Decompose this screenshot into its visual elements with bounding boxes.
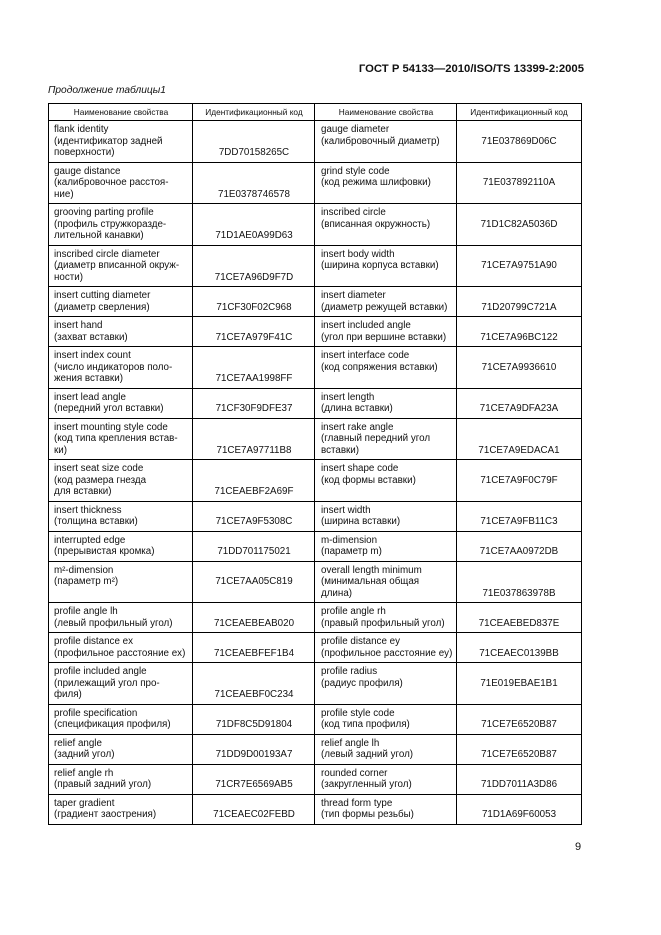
row-left-pair: [49, 798, 315, 821]
property-name: taper gradient (градиент заострения): [54, 797, 157, 820]
table-row: [49, 389, 581, 419]
row-right-pair: [315, 535, 581, 558]
row-right-pair: [315, 166, 581, 189]
property-name: relief angle (задний угол): [54, 737, 115, 760]
identification-code: 71CE7A9DFA23A: [479, 403, 559, 414]
row-left-pair: [49, 422, 315, 457]
row-right-pair: [315, 207, 581, 230]
column-header-identification-code: Идентификационный код: [470, 107, 568, 117]
property-name: insert shape code (код формы вставки): [321, 463, 416, 486]
column-header-property-name: Наименование свойства: [73, 107, 169, 117]
identification-code: 71D20799C721A: [481, 301, 557, 313]
property-name: flank identity (идентификатор задней поверхности): [54, 124, 163, 158]
table-header-row: [49, 104, 581, 121]
identification-code: 71CE7A9FB11C3: [480, 516, 558, 527]
page-number: 9: [575, 841, 582, 853]
property-name: insert included angle (угол при вершине вставки): [321, 320, 447, 343]
row-left-pair: [49, 535, 315, 558]
identification-code: 7DD70158265C: [218, 147, 290, 158]
identification-code: 71CE7E6520B87: [481, 749, 557, 760]
identification-code: 71CEAEBED837E: [478, 617, 560, 629]
identification-code: 71CE7A979F41C: [215, 331, 293, 343]
table-row: [49, 502, 581, 532]
property-name: gauge diameter (калибровочный диаметр): [321, 124, 440, 147]
table-row: [49, 735, 581, 765]
row-left-pair: [49, 124, 315, 159]
table-row: [49, 163, 581, 205]
identification-code: 71CE7A9F0C79F: [480, 474, 558, 486]
row-right-pair: [315, 606, 581, 629]
row-left-pair: [49, 249, 315, 284]
table-row: [49, 562, 581, 604]
table-row: [49, 460, 581, 502]
identification-code: 71CEAEC02FEBD: [213, 809, 295, 820]
row-right-pair: [315, 422, 581, 457]
identification-code: 71CE7A9EDACA1: [478, 444, 560, 456]
identification-code: 71E037863978B: [482, 587, 556, 599]
identification-code: 71CE7AA1998FF: [215, 373, 293, 384]
identification-code: 71CEAEBF0C234: [214, 689, 294, 700]
identification-code: 71CE7A96D9F7D: [214, 271, 294, 283]
property-name: m-dimension (параметр m): [321, 534, 382, 557]
table-row: [49, 287, 581, 317]
identification-code: 71D1A69F60053: [481, 809, 557, 820]
row-left-pair: [49, 636, 315, 659]
property-name: inscribed circle (вписанная окружность): [321, 207, 431, 230]
property-name: insert index count (число индикаторов поло- жения вставки): [54, 350, 173, 384]
property-name: insert mounting style code (код типа крепления встав- ки): [54, 421, 178, 456]
property-name: insert seat size code (код размера гнезда для вставки): [54, 463, 147, 497]
property-name: insert thickness (толщина вставки): [54, 504, 138, 527]
identification-code: 71CE7A9F5308C: [215, 516, 293, 527]
table-row: [49, 317, 581, 347]
row-right-pair: [315, 666, 581, 689]
property-name: m²-dimension (параметр m²): [54, 564, 119, 587]
table-row: [49, 347, 581, 389]
table-row: [49, 419, 581, 461]
table-row: [49, 532, 581, 562]
row-right-pair: [315, 124, 581, 147]
identification-code: 71CE7A9936610: [481, 361, 557, 373]
identification-code: 71E037892110A: [482, 177, 556, 188]
row-right-pair: [315, 290, 581, 313]
row-left-pair: [49, 666, 315, 701]
property-name: interrupted edge (прерывистая кромка): [54, 534, 155, 557]
row-left-pair: [49, 463, 315, 498]
row-right-pair: [315, 708, 581, 731]
property-name: profile distance ex (профильное расстояние ex): [54, 636, 186, 659]
identification-code: 71CEAEC0139BB: [479, 647, 559, 659]
property-name: grooving parting profile (профиль стружкоразде- лительной канавки): [54, 207, 167, 241]
identification-code: 71CE7E6520B87: [481, 719, 557, 730]
identification-code: 71CE7AA0972DB: [479, 546, 559, 557]
identification-code: 71E0378746578: [218, 188, 290, 200]
property-name: insert rake angle (главный передний угол вставки): [321, 421, 431, 456]
identification-code: 71D1C82A5036D: [480, 218, 558, 230]
property-name: profile radius (радиус профиля): [321, 666, 403, 689]
row-left-pair: [49, 320, 315, 343]
row-left-pair: [49, 207, 315, 242]
row-left-pair: [49, 392, 315, 415]
identification-code: 71CE7AA05C819: [215, 576, 293, 587]
identification-code: 71D1AE0A99D63: [215, 230, 293, 241]
property-name: insert length (длина вставки): [321, 391, 393, 414]
row-right-pair: [315, 320, 581, 343]
table-row: [49, 705, 581, 735]
identification-code: 71E019EBAE1B1: [480, 677, 558, 689]
row-right-pair: [315, 636, 581, 659]
column-header-identification-code: Идентификационный код: [205, 107, 303, 117]
row-right-pair: [315, 505, 581, 528]
property-name: insert lead angle (передний угол вставки): [54, 391, 164, 414]
property-name: overall length minimum (минимальная общая длина): [321, 564, 422, 599]
row-right-pair: [315, 565, 581, 600]
row-right-pair: [315, 249, 581, 272]
identification-code: 71DD701175021: [217, 546, 291, 557]
identification-code: 71DD9D00193A7: [215, 749, 293, 760]
identification-code: 71DD7011A3D86: [480, 779, 558, 790]
table-continuation-caption: Продолжение таблицы1: [48, 85, 166, 96]
row-right-pair: [315, 798, 581, 821]
table-row: [49, 663, 581, 705]
property-name: profile style code (код типа профиля): [321, 707, 410, 730]
row-right-pair: [315, 392, 581, 415]
column-divider: [192, 104, 193, 824]
property-name: grind style code (код режима шлифовки): [321, 165, 431, 188]
identification-code: 71CF30F9DFE37: [215, 403, 293, 414]
property-name: thread form type (тип формы резьбы): [321, 797, 414, 820]
property-name: gauge distance (калибровочное расстоя- ние): [54, 165, 169, 200]
property-name: insert diameter (диаметр режущей вставки): [321, 290, 448, 313]
property-name: relief angle rh (правый задний угол): [54, 767, 152, 790]
row-left-pair: [49, 505, 315, 528]
identification-code: 71E037869D06C: [481, 135, 557, 147]
property-name: profile angle lh (левый профильный угол): [54, 606, 173, 629]
property-name: relief angle lh (левый задний угол): [321, 737, 414, 760]
property-name: profile distance ey (профильное расстояние ey): [321, 636, 453, 659]
identification-code: 71CE7A96BC122: [480, 331, 558, 343]
table-row: [49, 765, 581, 795]
row-right-pair: [315, 463, 581, 486]
property-name: insert width (ширина вставки): [321, 504, 401, 527]
property-name: profile specification (спецификация профиля): [54, 707, 171, 730]
row-left-pair: [49, 708, 315, 731]
identification-code: 71DF8C5D91804: [215, 719, 293, 730]
identification-code: 71CE7A9751A90: [481, 260, 557, 271]
table-row: [49, 246, 581, 288]
row-right-pair: [315, 350, 581, 373]
property-name: insert interface code (код сопряжения вставки): [321, 350, 438, 373]
identification-code: 71CEAEBF2A69F: [214, 486, 294, 497]
column-header-property-name: Наименование свойства: [338, 107, 434, 117]
property-name: inscribed circle diameter (диаметр вписанной окруж- ности): [54, 248, 180, 283]
row-left-pair: [49, 768, 315, 791]
property-name: profile angle rh (правый профильный угол): [321, 606, 445, 629]
row-left-pair: [49, 290, 315, 313]
row-left-pair: [49, 738, 315, 761]
identification-code: 71CR7E6569AB5: [215, 779, 293, 790]
standard-designation: ГОСТ Р 54133—2010/ISO/TS 13399-2:2005: [358, 63, 584, 75]
identification-code: 71CEAEBFEF1B4: [213, 647, 295, 659]
property-name: insert hand (захват вставки): [54, 320, 128, 343]
table-row: [49, 603, 581, 633]
column-divider: [314, 104, 315, 824]
table-row: [49, 204, 581, 246]
row-left-pair: [49, 166, 315, 201]
column-divider: [456, 104, 457, 824]
row-left-pair: [49, 606, 315, 629]
properties-table: [48, 103, 582, 825]
row-left-pair: [49, 565, 315, 588]
property-name: profile included angle (прилежащий угол про- филя): [54, 666, 160, 700]
table-row: [49, 121, 581, 163]
table-row: [49, 633, 581, 663]
identification-code: 71CEAEBEAB020: [213, 617, 295, 629]
property-name: insert body width (ширина корпуса вставки): [321, 248, 439, 271]
property-name: rounded corner (закругленный угол): [321, 767, 412, 790]
row-right-pair: [315, 738, 581, 761]
identification-code: 71CF30F02C968: [216, 301, 292, 313]
property-name: insert cutting diameter (диаметр сверления): [54, 290, 151, 313]
row-right-pair: [315, 768, 581, 791]
row-left-pair: [49, 350, 315, 385]
identification-code: 71CE7A97711B8: [216, 444, 292, 456]
table-row: [49, 795, 581, 824]
